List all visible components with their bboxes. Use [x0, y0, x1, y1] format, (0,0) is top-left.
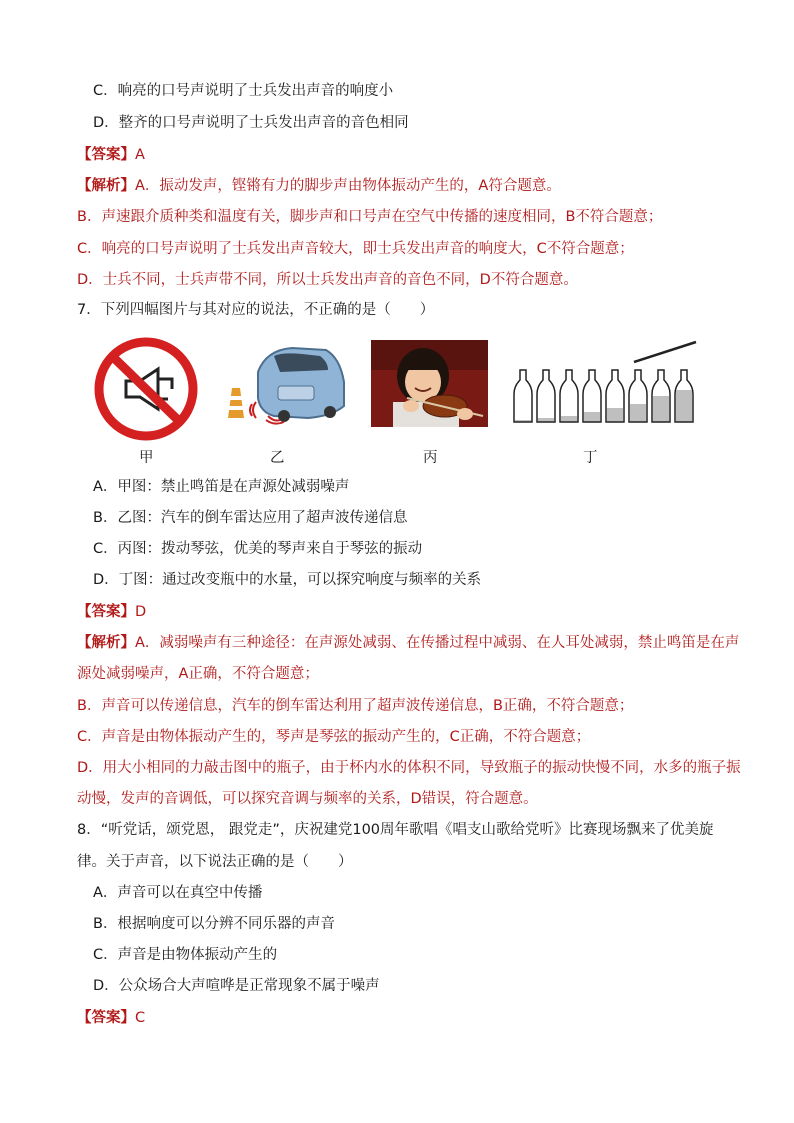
analysis-tag: 【解析】: [77, 635, 135, 651]
caption-bing: 丙: [423, 450, 438, 466]
answer-tag: 【答案】: [77, 604, 135, 620]
q7-analysis-line-3: B．声音可以传递信息，汽车的倒车雷达利用了超声波传递信息，B正确，不符合题意；: [77, 698, 634, 714]
q7-analysis-line-1: [77, 633, 739, 653]
answer-value: C: [135, 1010, 146, 1026]
q6-answer: [77, 145, 145, 165]
q7-option-b: B．乙图：汽车的倒车雷达应用了超声波传递信息: [93, 510, 408, 526]
q6-option-d: D．整齐的口号声说明了士兵发出声音的音色相同: [93, 115, 409, 131]
q8-answer: [77, 1008, 145, 1028]
q8-stem-line-2: 律。关于声音，以下说法正确的是（ ）: [77, 854, 353, 870]
girl-playing-violin-image: [371, 340, 488, 427]
answer-value: A: [135, 147, 145, 163]
q7-option-a: A．甲图：禁止鸣笛是在声源处减弱噪声: [93, 479, 350, 495]
q7-stem: 7．下列四幅图片与其对应的说法，不正确的是（ ）: [77, 302, 435, 318]
bottle: [675, 370, 693, 422]
q7-analysis-line-4: C．声音是由物体振动产生的，琴声是琴弦的振动产生的，C正确，不符合题意；: [77, 729, 591, 745]
bottle: [652, 370, 670, 422]
q8-stem-line-1: 8．“听党话，颂党恩， 跟党走”，庆祝建党100周年歌唱《唱支山歌给党听》比赛现场飘来了优美旋: [77, 822, 714, 838]
q7-analysis-line-2: 源处减弱噪声，A正确，不符合题意；: [77, 666, 319, 682]
q6-analysis-line-3: C．响亮的口号声说明了士兵发出声音较大，即士兵发出声音的响度大，C不符合题意；: [77, 241, 634, 257]
analysis-text: A．振动发声，铿锵有力的脚步声由物体振动产生的，A符合题意。: [135, 178, 561, 194]
q7-option-d: D．丁图：通过改变瓶中的水量，可以探究响度与频率的关系: [93, 572, 482, 588]
caption-yi: 乙: [270, 450, 285, 466]
q8-option-b: B．根据响度可以分辨不同乐器的声音: [93, 916, 335, 932]
q7-answer: [77, 602, 146, 622]
bottle: [514, 370, 532, 422]
bottle: [560, 370, 578, 422]
analysis-text: A．减弱噪声有三种途径：在声源处减弱、在传播过程中减弱、在人耳处减弱，禁止鸣笛是在声: [135, 635, 740, 651]
caption-ding: 丁: [583, 450, 598, 466]
caption-jia: 甲: [139, 450, 154, 466]
answer-tag: 【答案】: [77, 147, 135, 163]
q8-option-c: C．声音是由物体振动产生的: [93, 947, 278, 963]
bottle-group: [514, 370, 693, 422]
bottle: [537, 370, 555, 422]
reversing-car-radar-image: [222, 342, 348, 426]
bottle: [629, 370, 647, 422]
q8-option-d: D．公众场合大声喧哗是正常现象不属于噪声: [93, 978, 380, 994]
q8-option-a: A．声音可以在真空中传播: [93, 885, 263, 901]
answer-tag: 【答案】: [77, 1010, 135, 1026]
answer-value: D: [135, 604, 147, 620]
q6-analysis-line-4: D．士兵不同，士兵声带不同，所以士兵发出声音的音色不同，D不符合题意。: [77, 272, 578, 288]
bottle: [606, 370, 624, 422]
q7-option-c: C．丙图：拨动琴弦，优美的琴声来自于琴弦的振动: [93, 541, 423, 557]
q7-analysis-line-6: 动慢，发声的音调低，可以探究音调与频率的关系，D错误，符合题意。: [77, 791, 538, 807]
q6-analysis-line-2: B．声速跟介质种类和温度有关，脚步声和口号声在空气中传播的速度相同，B不符合题意；: [77, 209, 663, 225]
q6-analysis-line-1: [77, 176, 561, 196]
analysis-tag: 【解析】: [77, 178, 135, 194]
no-honking-sign-image: [94, 337, 198, 441]
bottle: [583, 370, 601, 422]
q6-option-c: C．响亮的口号声说明了士兵发出声音的响度小: [93, 83, 394, 99]
q7-analysis-line-5: D．用大小相同的力敲击图中的瓶子，由于杯内水的体积不同，导致瓶子的振动快慢不同，水多的瓶子振: [77, 760, 741, 776]
water-bottles-image: [512, 340, 698, 426]
